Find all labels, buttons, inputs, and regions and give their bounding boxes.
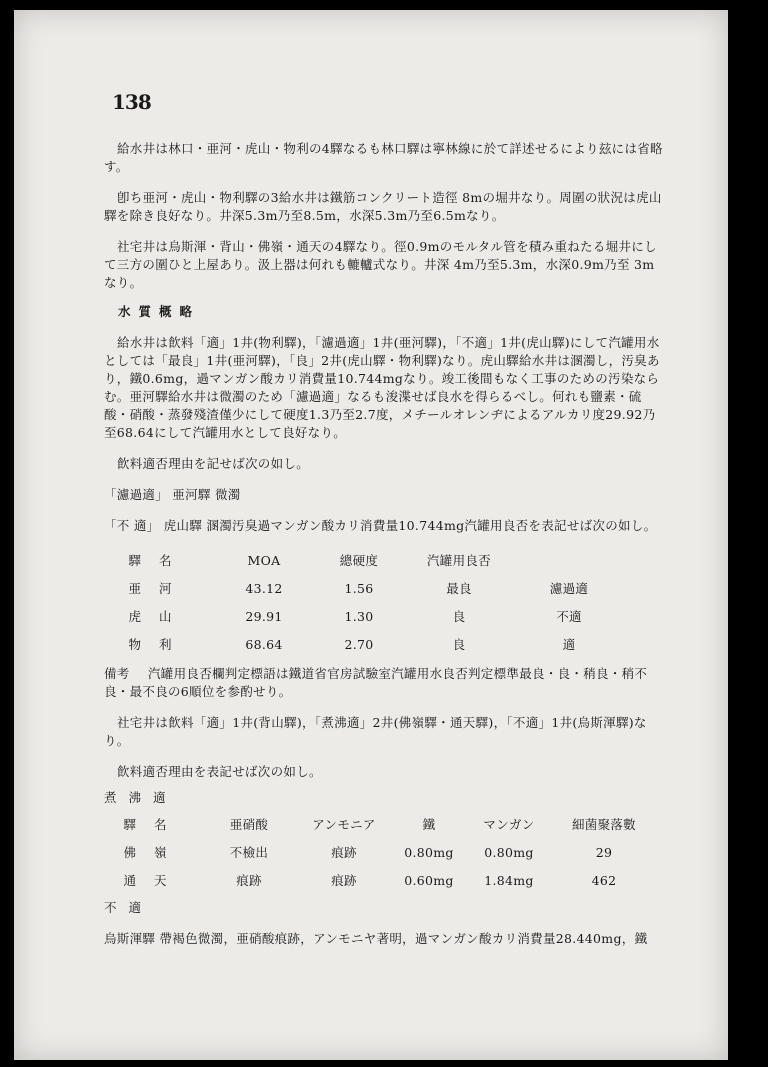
table-row: [104, 575, 624, 603]
table-cell: 良: [452, 609, 466, 624]
table-cell: 0.80mg: [484, 845, 534, 860]
table-header-row: [104, 547, 624, 575]
table-header-row: [104, 811, 654, 839]
table-header-cell: 亜硝酸: [229, 817, 269, 832]
table-cell: 1.56: [344, 581, 374, 596]
table-cell: 29: [595, 845, 613, 860]
table-cell: 亜河: [128, 581, 190, 596]
table-cell: 1.84mg: [484, 873, 534, 888]
table-cell: 痕跡: [331, 873, 357, 888]
table-header-cell: 驛名: [123, 817, 185, 832]
paragraph-last-line: 烏斯渾驛 帶褐色微濁，亜硝酸痕跡，アンモニヤ著明，過マンガン酸カリ消費量28.440mg，鐵: [104, 931, 648, 946]
paragraph-filter-fit: 「濾過適」 亜河驛 微濁: [104, 487, 241, 502]
page-number: 138: [112, 90, 151, 114]
table-header-cell: 總硬度: [339, 553, 379, 568]
paragraph-water-quality: 給水井は飮料「適」1井(物利驛)，「濾過適」1井(亜河驛)，「不適」1井(虎山驛)にして汽罐用水としては「最良」1井(亜河驛)，「良」2井(虎山驛・物利驛)なり。虎山驛給水井は溷濁し，汚臭あり，鐵0.6mg，過マンガン酸カリ消費量10.744mgなり。竣工後間もなく工事のための汚染ならむ。亜河驛給水井は微濁のため「濾過適」なるも浚渫せば良水を得らるべし。何れも鹽素・硫酸・硝酸・蒸發殘渣僅少にして硬度1.3乃至2.7度，メチールオレンヂによるアルカリ度29.92乃至68.64にして汽罐用水として良好なり。: [104, 335, 660, 440]
section-heading: 水質概略: [118, 304, 201, 319]
table-cell: 適: [562, 637, 576, 652]
remarks-text: 汽罐用良否欄判定標語は鐵道省官房試驗室汽罐用水良否判定標準最良・良・稍良・稍不良・最不良の6順位を参酌せり。: [104, 666, 648, 699]
table-header-cell: MOA: [247, 553, 281, 568]
remarks-note: [104, 665, 664, 701]
table-header-cell: 細菌聚落數: [571, 817, 636, 832]
page-content: [104, 140, 664, 948]
table-header-cell: 汽罐用良否: [426, 553, 491, 568]
table-cell: 0.80mg: [404, 845, 454, 860]
remarks-label: 備考: [104, 666, 130, 681]
table-cell: 462: [591, 873, 617, 888]
table-cell: 痕跡: [236, 873, 262, 888]
table-cell: 2.70: [344, 637, 374, 652]
paragraph-drinking-reason: 飮料適否理由を記せば次の如し。: [117, 456, 310, 471]
table-cell: 29.91: [245, 609, 283, 624]
table-cell: 最良: [446, 581, 472, 596]
table-header-cell: アンモニア: [312, 817, 376, 832]
chemistry-table: [104, 811, 654, 895]
table-header-cell: 鐵: [422, 817, 436, 832]
paragraph-staff-drinking: 社宅井は飮料「適」1井(背山驛)，「煮沸適」2井(佛嶺驛・通天驛)，「不適」1井(烏斯渾驛)なり。: [104, 715, 647, 748]
paragraph-unfit: 「不 適」 虎山驛 溷濁汚臭過マンガン酸カリ消費量10.744mg汽罐用良否を表記せば次の如し。: [104, 518, 657, 533]
paragraph-water-wells: 給水井は林口・亜河・虎山・物利の4驛なるも林口驛は寧林線に於て詳述せるにより玆には省略す。: [104, 141, 663, 174]
table-cell: 痕跡: [331, 845, 357, 860]
boil-fit-heading: 煮沸適: [104, 790, 178, 805]
table-row: [104, 603, 624, 631]
table-cell: 1.30: [344, 609, 374, 624]
table-cell: 不適: [556, 609, 582, 624]
table-header-cell: マンガン: [483, 817, 535, 832]
table-cell: 濾過適: [549, 581, 589, 596]
table-cell: 虎山: [128, 609, 190, 624]
paragraph-concrete-wells: 卽ち亜河・虎山・物利驛の3給水井は鐵筋コンクリート造徑 8mの堀井なり。周圍の狀況は虎山驛を除き良好なり。井深5.3m乃至8.5m，水深5.3m乃至6.5mなり。: [104, 190, 662, 223]
table-cell: 43.12: [245, 581, 283, 596]
table-cell: 0.60mg: [404, 873, 454, 888]
unfit-heading: 不適: [104, 900, 154, 915]
paragraph-staff-wells: 社宅井は烏斯渾・背山・佛嶺・通天の4驛なり。徑0.9mのモルタル管を積み重ねたる堀井にして三方の圍ひと上屋あり。汲上器は何れも轆轤式なり。井深 4m乃至5.3m，水深0.9m乃至 3mなり。: [104, 239, 657, 290]
boiler-quality-table: [104, 547, 624, 659]
table-row: [104, 839, 654, 867]
table-header-cell: 驛名: [128, 553, 190, 568]
table-cell: 佛嶺: [123, 845, 185, 860]
paragraph-reason-table-intro: 飮料適否理由を表記せば次の如し。: [117, 764, 322, 779]
table-cell: 通天: [123, 873, 185, 888]
table-cell: 物利: [128, 637, 190, 652]
table-cell: 68.64: [245, 637, 283, 652]
table-cell: 不檢出: [229, 845, 269, 860]
table-header-cell: [514, 547, 624, 575]
table-row: [104, 631, 624, 659]
table-cell: 良: [452, 637, 466, 652]
table-row: [104, 867, 654, 895]
